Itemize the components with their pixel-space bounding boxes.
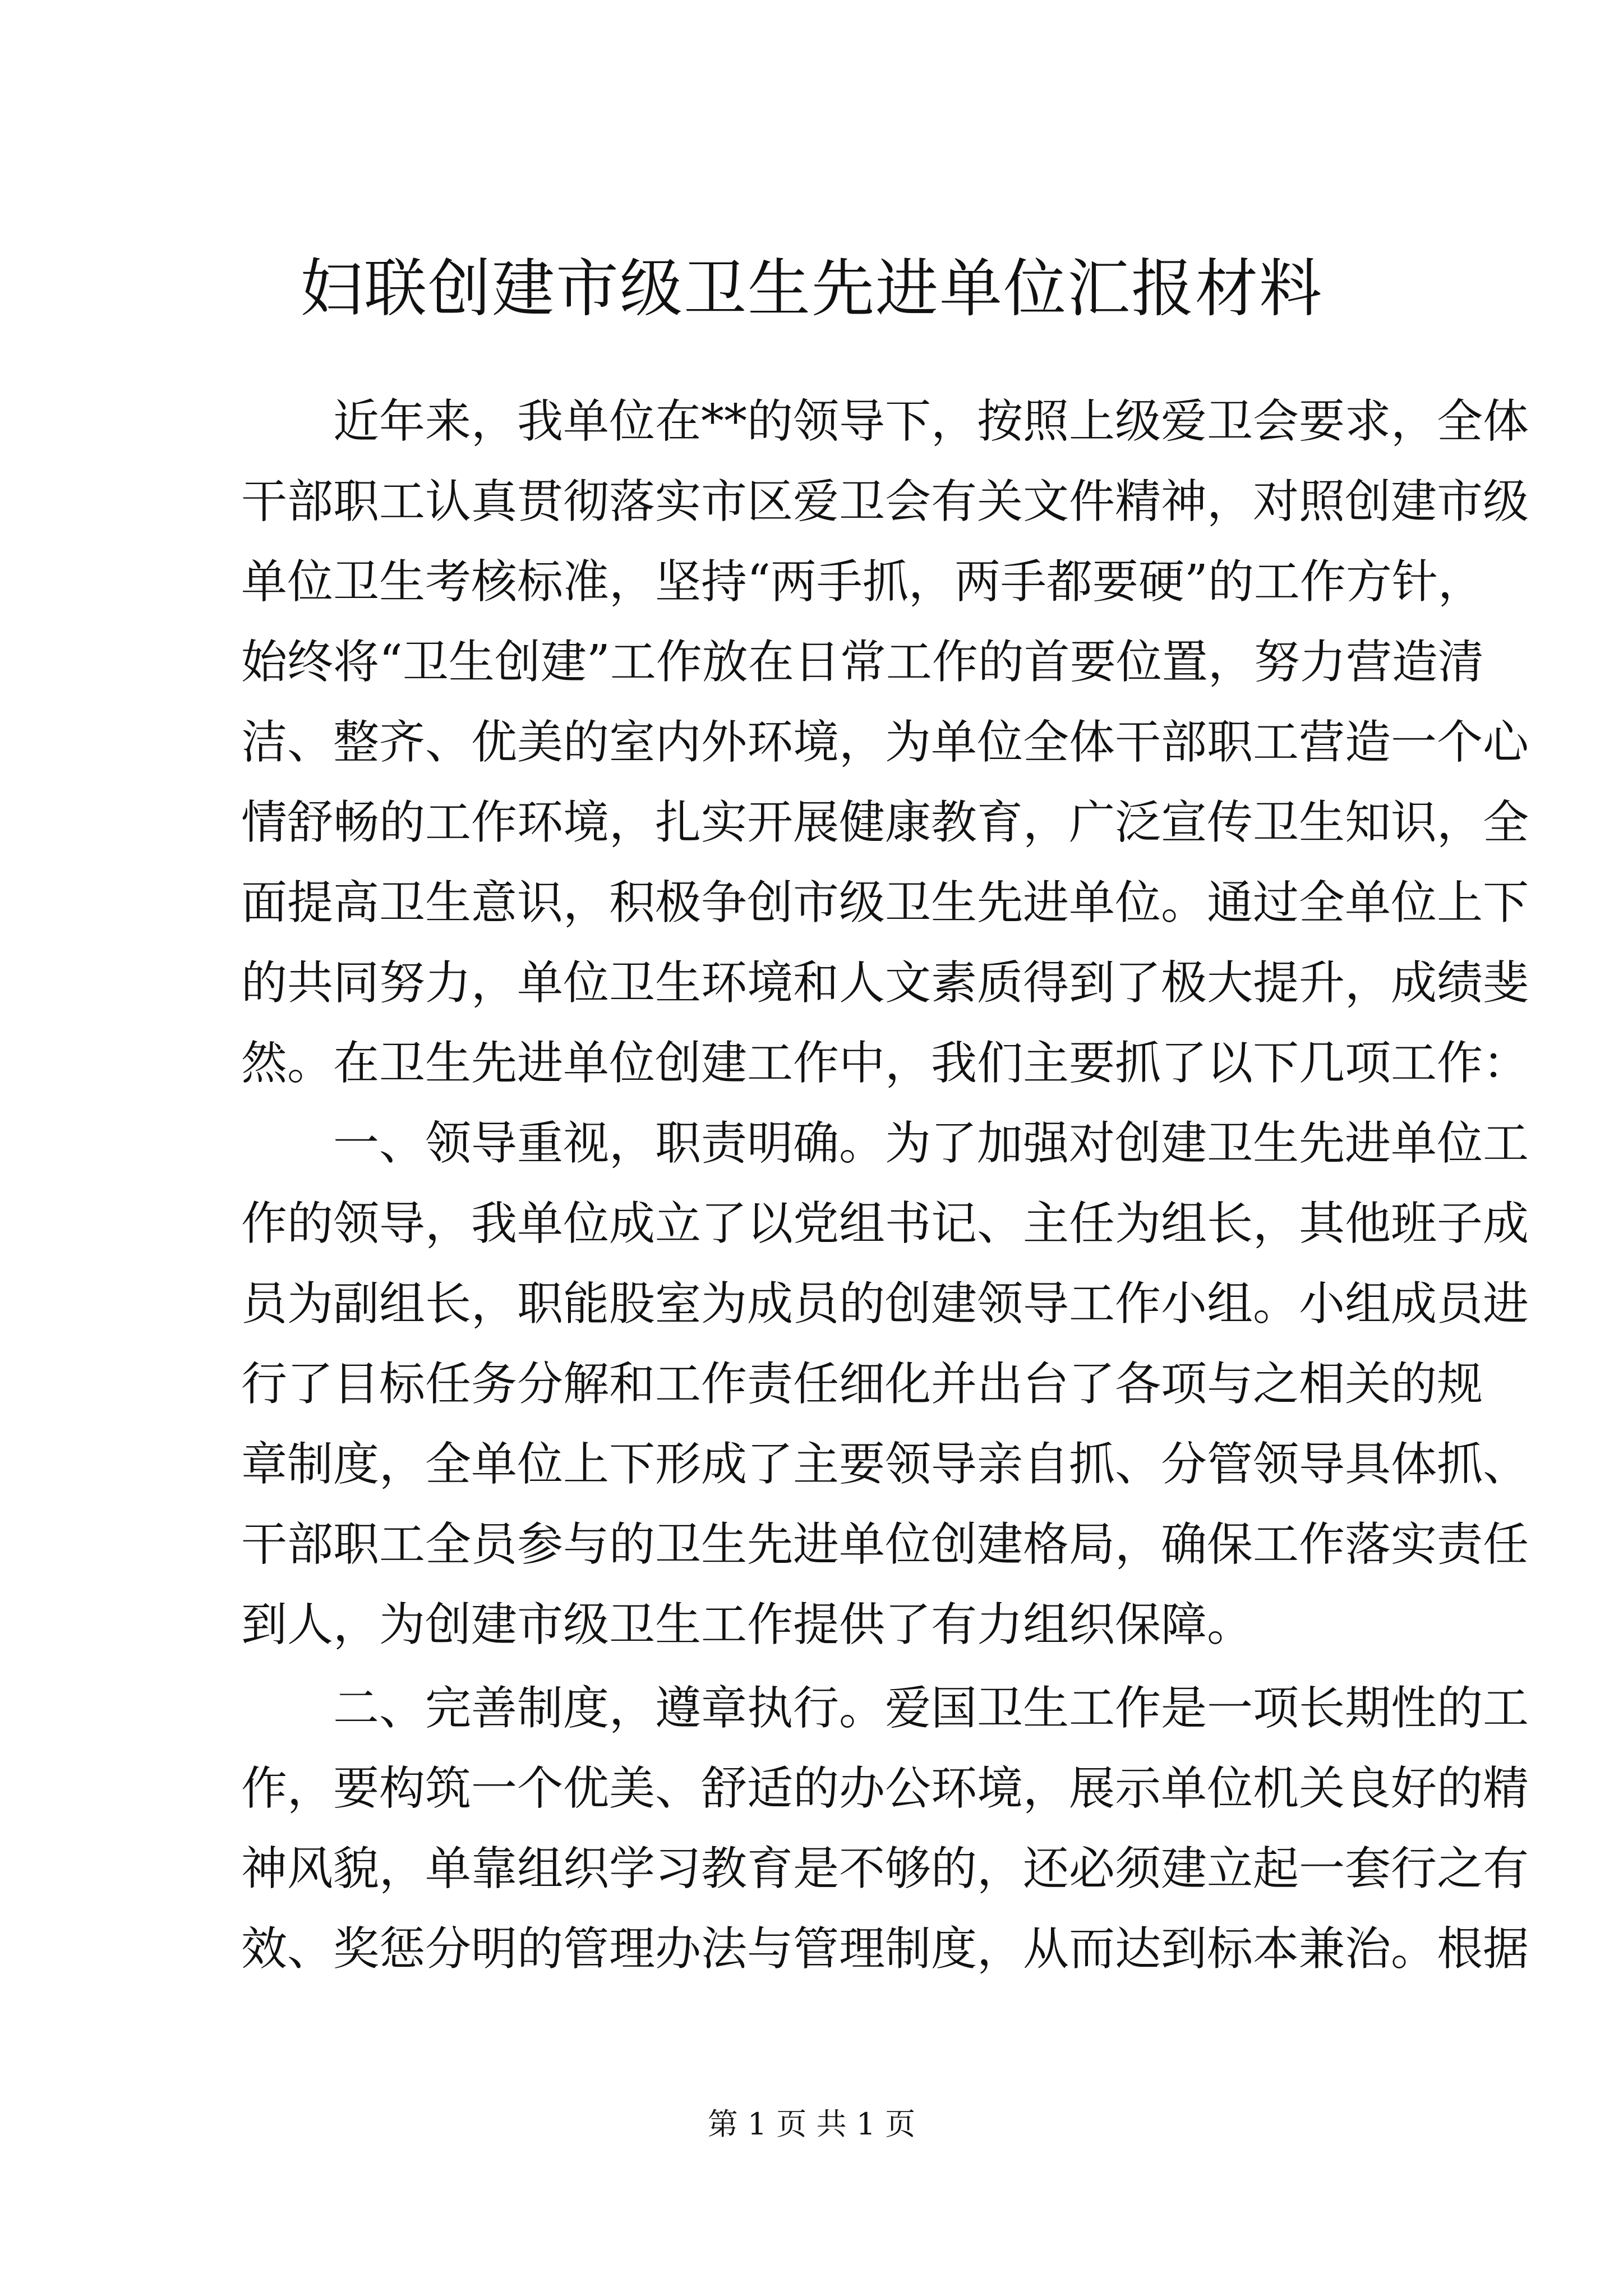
paragraph-line: 神风貌，单靠组织学习教育是不够的，还必须建立起一套行之有 bbox=[241, 1842, 1529, 1895]
paragraph-line: 情舒畅的工作环境，扎实开展健康教育，广泛宣传卫生知识，全 bbox=[241, 796, 1529, 849]
paragraph-line: 员为副组长，职能股室为成员的创建领导工作小组。小组成员进 bbox=[241, 1277, 1529, 1331]
page-footer: 第 1 页 共 1 页 bbox=[707, 2106, 916, 2142]
document-body bbox=[241, 381, 1529, 1989]
paragraph-line: 干部职工认真贯彻落实市区爱卫会有关文件精神，对照创建市级 bbox=[241, 475, 1529, 528]
paragraph-line: 章制度，全单位上下形成了主要领导亲自抓、分管领导具体抓、 bbox=[241, 1438, 1529, 1491]
paragraph-line: 到人，为创建市级卫生工作提供了有力组织保障。 bbox=[241, 1598, 1253, 1651]
paragraph-line: 行了目标任务分解和工作责任细化并出台了各项与之相关的规 bbox=[241, 1358, 1483, 1411]
paragraph-line: 干部职工全员参与的卫生先进单位创建格局，确保工作落实责任 bbox=[241, 1518, 1529, 1571]
paragraph-line: 近年来，我单位在**的领导下，按照上级爱卫会要求，全体 bbox=[333, 395, 1529, 448]
document-title: 妇联创建市级卫生先进单位汇报材料 bbox=[300, 252, 1323, 325]
paragraph-line: 然。在卫生先进单位创建工作中，我们主要抓了以下几项工作： bbox=[241, 1037, 1529, 1090]
paragraph-line: 洁、整齐、优美的室内外环境，为单位全体干部职工营造一个心 bbox=[241, 716, 1529, 769]
paragraph-line: 面提高卫生意识，积极争创市级卫生先进单位。通过全单位上下 bbox=[241, 876, 1529, 930]
paragraph-line: 一、领导重视，职责明确。为了加强对创建卫生先进单位工 bbox=[333, 1117, 1529, 1170]
paragraph-line: 单位卫生考核标准，坚持“两手抓，两手都要硬”的工作方针， bbox=[241, 555, 1484, 609]
paragraph-line: 始终将“卫生创建”工作放在日常工作的首要位置，努力营造清 bbox=[241, 636, 1484, 689]
paragraph-line: 作的领导，我单位成立了以党组书记、主任为组长，其他班子成 bbox=[241, 1197, 1529, 1250]
paragraph-line: 二、完善制度，遵章执行。爱国卫生工作是一项长期性的工 bbox=[333, 1682, 1529, 1735]
paragraph-line: 作，要构筑一个优美、舒适的办公环境，展示单位机关良好的精 bbox=[241, 1762, 1529, 1815]
paragraph-line: 的共同努力，单位卫生环境和人文素质得到了极大提升，成绩斐 bbox=[241, 956, 1529, 1010]
paragraph-line: 效、奖惩分明的管理办法与管理制度，从而达到标本兼治。根据 bbox=[241, 1922, 1529, 1976]
